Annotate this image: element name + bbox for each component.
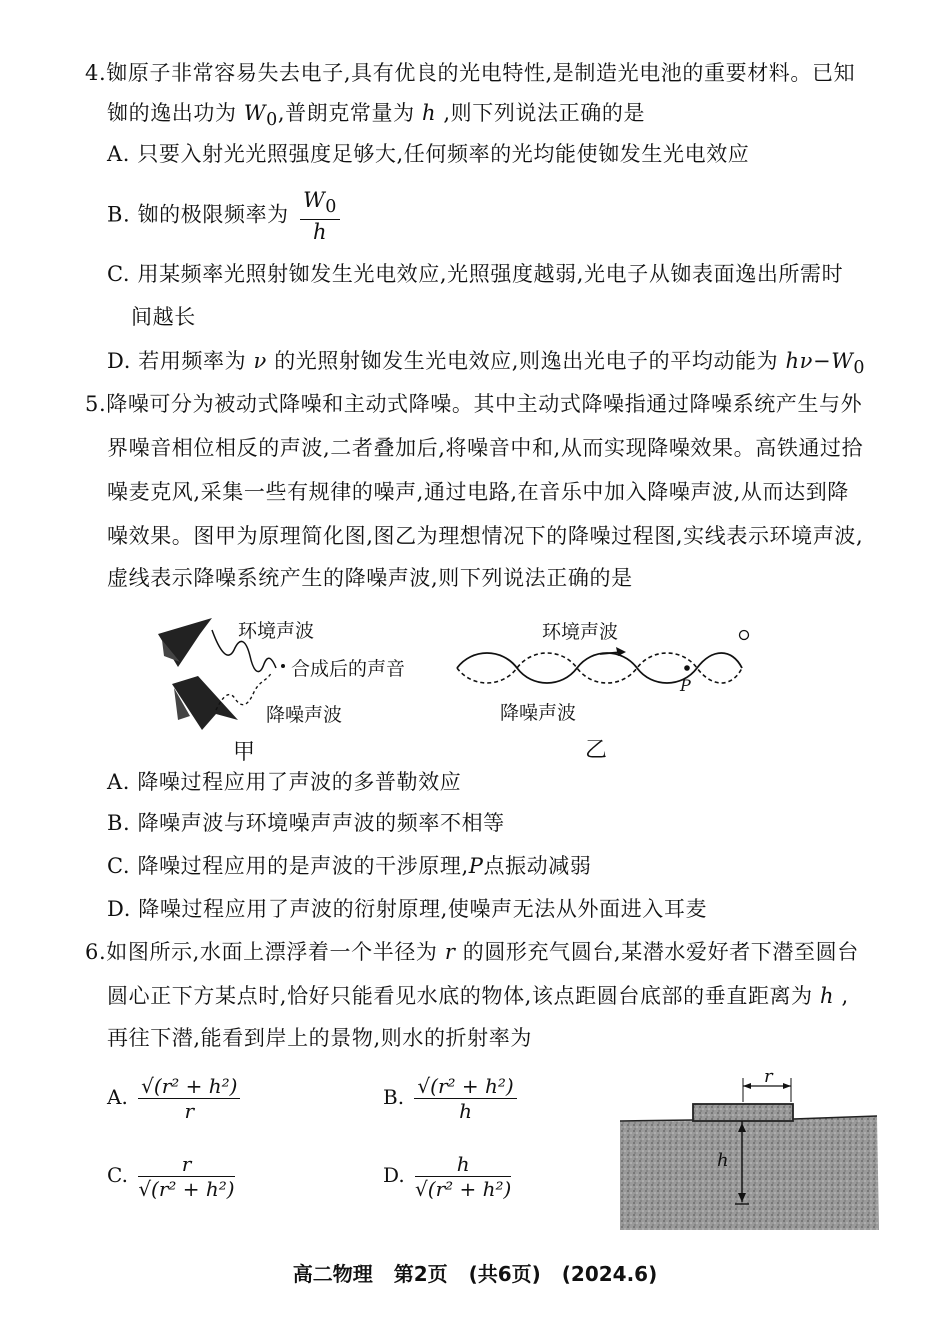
noise-wave	[457, 653, 742, 683]
q4-option-d: D. 若用频率为 ν 的光照射铷发生光电效应,则逸出光电子的平均动能为 $h\nu-W_0$	[107, 349, 866, 379]
q4-option-a: A. 只要入射光光照强度足够大,任何频率的光均能使铷发生光电效应	[107, 142, 750, 166]
float-platform	[693, 1104, 793, 1121]
q4-option-b-fraction: $\frac{W_0}{h}$	[300, 188, 340, 244]
fig-a-caption: 甲	[233, 740, 256, 765]
q5-option-d: D. 降噪过程应用了声波的衍射原理,使噪声无法从外面进入耳麦	[107, 897, 708, 921]
q5-number: 5.	[85, 392, 107, 416]
q4-option-c-line1: C. 用某频率光照射铷发生光电效应,光照强度越弱,光电子从铷表面逸出所需时	[107, 262, 844, 286]
q6-option-b: B. $\frac{\text{√(r² + h²)}}{h}$	[383, 1074, 521, 1123]
page-footer: 高二物理 第2页 (共6页) (2024.6)	[292, 1262, 658, 1286]
q6-stem-line3: 再往下潜,能看到岸上的景物,则水的折射率为	[107, 1026, 532, 1050]
q6-figure-label-h: h	[717, 1150, 729, 1171]
fig-b-label-p: P	[680, 676, 691, 695]
circle-mark	[737, 628, 751, 642]
q5-option-c: C. 降噪过程应用的是声波的干涉原理,P点振动减弱	[107, 854, 592, 878]
q5-stem-line1: 5.降噪可分为被动式降噪和主动式降噪。其中主动式降噪指通过降噪系统产生与外	[85, 392, 863, 416]
q5-stem-line2: 界噪音相位相反的声波,二者叠加后,将噪音中和,从而实现降噪效果。高铁通过拾	[107, 436, 864, 460]
q4-option-c-line2: 间越长	[131, 305, 196, 329]
q4-number: 4.	[85, 61, 107, 85]
q4-option-b: B. 铷的极限频率为 $\frac{W_0}{h}$	[107, 188, 344, 244]
q6-stem-line1: 6.如图所示,水面上漂浮着一个半径为 r 的圆形充气圆台,某潜水爱好者下潜至圆台	[85, 940, 859, 964]
fig-a-label-noise: 降噪声波	[266, 704, 343, 726]
q5-figure-b	[450, 640, 760, 690]
fig-b-caption: 乙	[585, 738, 608, 763]
q6-number: 6.	[85, 940, 107, 964]
q4-stem-line2: 铷的逸出功为 $W_0$,普朗克常量为 h ,则下列说法正确的是	[107, 101, 646, 131]
speaker-icon	[158, 618, 212, 667]
q6-figure-label-r: r	[764, 1066, 773, 1087]
environment-wave	[457, 653, 742, 683]
q6-option-d: D. $\frac{h}{\text{√(r² + h²)}}$	[383, 1152, 512, 1201]
q6-option-a: A. $\frac{\text{√(r² + h²)}}{r}$	[107, 1074, 244, 1123]
q6-stem-line2: 圆心正下方某点时,恰好只能看见水底的物体,该点距圆台底部的垂直距离为 h ,	[107, 984, 849, 1008]
q6-option-c: C. $\frac{r}{\text{√(r² + h²)}}$	[107, 1152, 235, 1201]
q5-stem-line5: 虚线表示降噪系统产生的降噪声波,则下列说法正确的是	[107, 566, 633, 590]
fig-b-label-noise: 降噪声波	[500, 702, 577, 724]
q5-option-a: A. 降噪过程应用了声波的多普勒效应	[107, 770, 462, 794]
q5-stem-line4: 噪效果。图甲为原理简化图,图乙为理想情况下的降噪过程图,实线表示环境声波,	[107, 524, 864, 548]
q5-stem-line3: 噪麦克风,采集一些有规律的噪声,通过电路,在音乐中加入降噪声波,从而达到降	[107, 480, 849, 504]
noise-wave	[216, 672, 272, 710]
fig-b-label-environment: 环境声波	[542, 621, 619, 643]
water-body	[620, 1116, 879, 1230]
fig-a-label-combined: 合成后的声音	[291, 658, 406, 680]
q6-figure	[615, 1064, 885, 1234]
q5-option-b: B. 降噪声波与环境噪声声波的频率不相等	[107, 811, 505, 835]
fig-a-label-environment: 环境声波	[238, 620, 315, 642]
q4-stem-line1: 4.铷原子非常容易失去电子,具有优良的光电特性,是制造光电池的重要材料。已知	[85, 61, 856, 85]
